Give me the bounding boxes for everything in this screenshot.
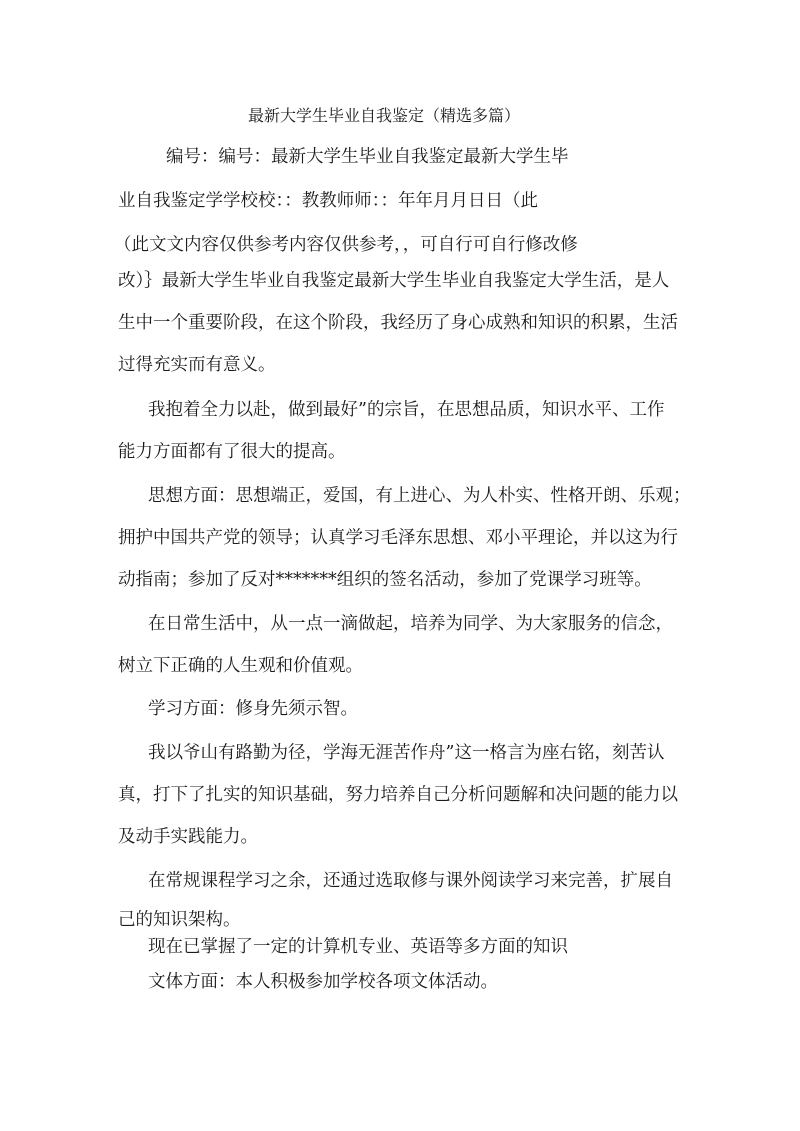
text-line: 编号：编号：最新大学生毕业自我鉴定最新大学生毕 <box>166 147 569 167</box>
text-line: 树立下正确的人生观和价值观。 <box>118 656 363 676</box>
text-line: 在常规课程学习之余，还通过选取修与课外阅读学习来完善，扩展自 <box>148 871 673 891</box>
text-line: 我以爷山有路勤为径，学海无涯苦作舟”这一格言为座右铭，刻苦认 <box>148 743 665 763</box>
text-line: 真，打下了扎实的知识基础，努力培养自己分析问题解和决问题的能力以 <box>118 785 678 805</box>
text-line: 现在已掌握了一定的计算机专业、英语等多方面的知识 <box>148 937 568 957</box>
text-line: 过得充实而有意义。 <box>118 355 276 375</box>
text-line: 生中一个重要阶段，在这个阶段，我经历了身心成熟和知识的积累，生活 <box>118 313 678 333</box>
text-line: 己的知识架构。 <box>118 910 241 930</box>
text-line: 在日常生活中，从一点一滴做起，培养为同学、为大家服务的信念， <box>148 614 673 634</box>
document-title: 最新大学生毕业自我鉴定（精选多篇） <box>248 106 521 125</box>
text-line: 思想方面：思想端正，爱国，有上进心、为人朴实、性格开朗、乐观； <box>148 486 691 506</box>
text-line: 动指南；参加了反对*******组织的签名活动，参加了党课学习班等。 <box>118 570 652 590</box>
text-line: 我抱着全力以赴，做到最好”的宗旨，在思想品质，知识水平、工作 <box>148 400 665 420</box>
text-line: 及动手实践能力。 <box>118 827 258 847</box>
text-line: 能力方面都有了很大的提高。 <box>118 442 346 462</box>
text-line: （此文文内容仅供参考内容仅供参考，，可自行可自行修改修 <box>114 235 578 255</box>
text-line: 学习方面：修身先须示智。 <box>148 699 358 719</box>
text-line: 拥护中国共产党的领导；认真学习毛泽东思想、邓小平理论，并以这为行 <box>118 528 678 548</box>
text-line: 改）｝最新大学生毕业自我鉴定最新大学生毕业自我鉴定大学生活，是人 <box>118 271 670 291</box>
text-line: 文体方面：本人积极参加学校各项文体活动。 <box>148 972 498 992</box>
text-line: 业自我鉴定学学校校：：教教师师：：年年月月日日（此 <box>118 191 538 211</box>
